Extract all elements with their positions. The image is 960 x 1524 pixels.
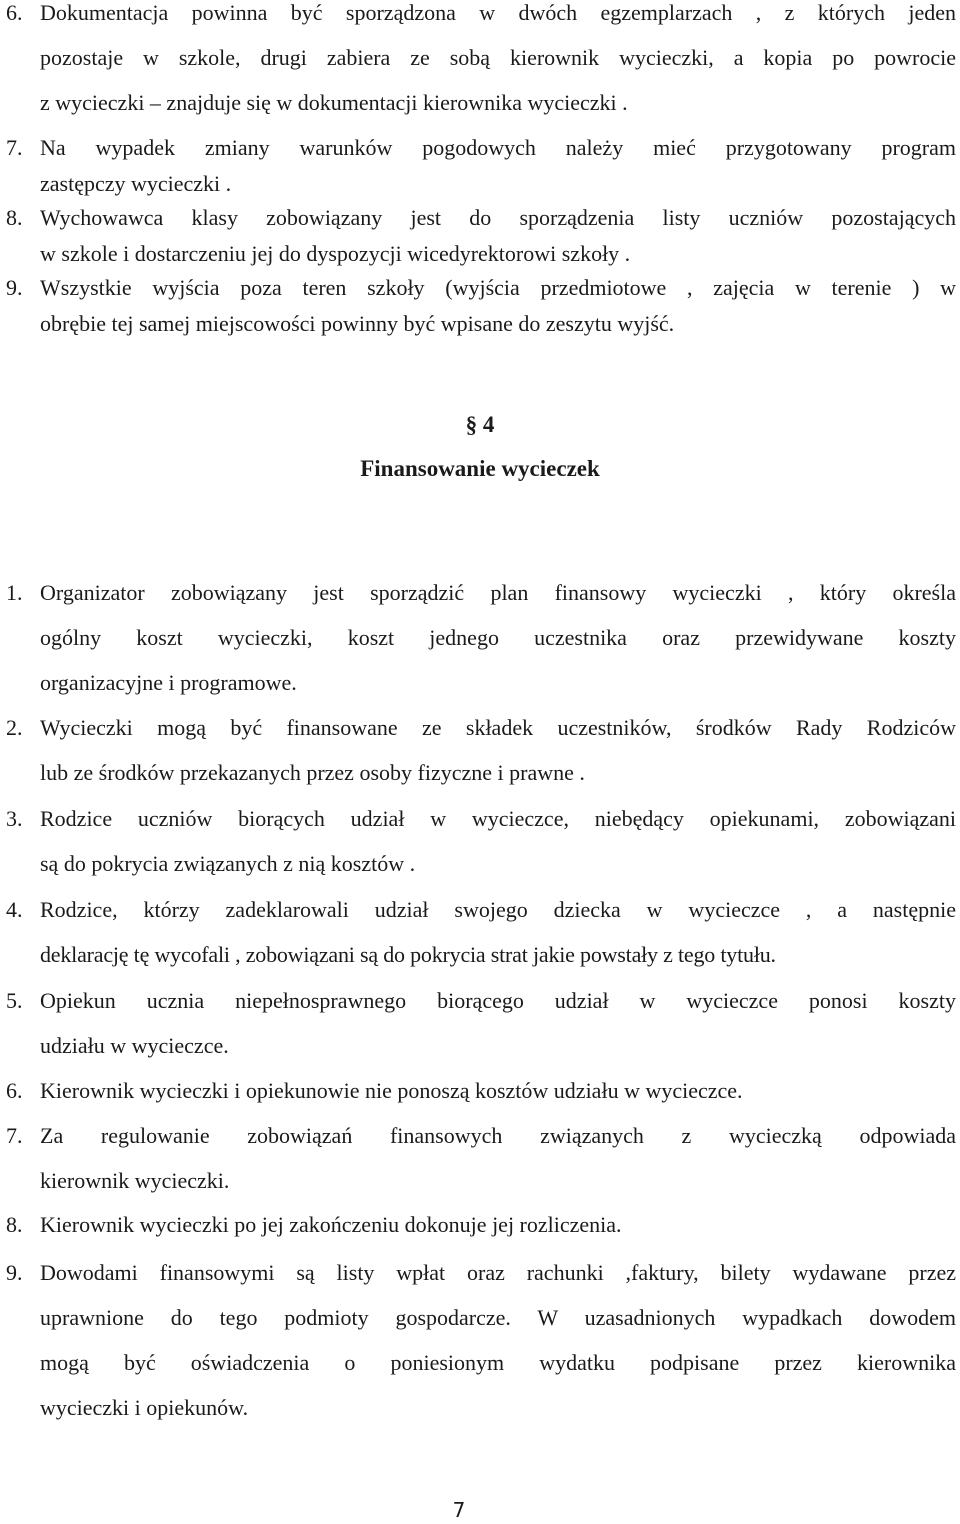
page-number: 7 [452, 1498, 466, 1522]
item-number: 1. [6, 580, 23, 605]
item-text-line: organizacyjne i programowe. [40, 670, 297, 695]
item-number: 6. [6, 1078, 23, 1103]
item-text-line: Dowodami finansowymi są listy wpłat oraz rachunki ,faktury, bilety wydawane przez [40, 1260, 956, 1285]
item-text-line: w szkole i dostarczeniu jej do dyspozycji wicedyrektorowi szkoły . [40, 241, 631, 266]
item-number: 3. [6, 806, 23, 831]
item-text-line: Wycieczki mogą być finansowane ze składek uczestników, środków Rady Rodziców [40, 715, 956, 740]
item-text-line: zastępczy wycieczki . [40, 171, 232, 196]
item-number: 9. [6, 1260, 23, 1285]
item-text-line: Wychowawca klasy zobowiązany jest do sporządzenia listy uczniów pozostających [40, 205, 956, 230]
item-text-line: deklarację tę wycofali , zobowiązani są do pokrycia strat jakie powstały z tego tytułu. [40, 942, 776, 967]
item-text-line: obrębie tej samej miejscowości powinny być wpisane do zeszytu wyjść. [40, 311, 675, 336]
item-text-line: pozostaje w szkole, drugi zabiera ze sobą kierownik wycieczki, a kopia po powrocie [40, 45, 956, 70]
item-text-line: Opiekun ucznia niepełnosprawnego biorącego udział w wycieczce ponosi koszty [40, 988, 956, 1013]
item-text-line: Na wypadek zmiany warunków pogodowych należy mieć przygotowany program [40, 135, 956, 160]
item-number: 9. [6, 275, 23, 300]
item-text-line: mogą być oświadczenia o poniesionym wydatku podpisane przez kierownika [40, 1350, 956, 1375]
item-text-line: Dokumentacja powinna być sporządzona w dwóch egzemplarzach , z których jeden [40, 0, 956, 25]
item-text-line: lub ze środków przekazanych przez osoby fizyczne i prawne . [40, 760, 585, 785]
item-text-line: są do pokrycia związanych z nią kosztów . [40, 851, 416, 876]
item-text-line: z wycieczki – znajduje się w dokumentacji kierownika wycieczki . [40, 90, 628, 115]
item-number: 4. [6, 897, 23, 922]
item-text-line: Za regulowanie zobowiązań finansowych związanych z wycieczką odpowiada [40, 1123, 956, 1148]
item-text-line: Wszystkie wyjścia poza teren szkoły (wyjścia przedmiotowe , zajęcia w terenie ) w [40, 275, 956, 300]
item-text-line: Kierownik wycieczki po jej zakończeniu dokonuje jej rozliczenia. [40, 1212, 622, 1237]
item-number: 2. [6, 715, 23, 740]
item-number: 8. [6, 205, 23, 230]
item-text-line: kierownik wycieczki. [40, 1168, 230, 1193]
section-title: Finansowanie wycieczek [360, 456, 600, 481]
item-text-line: Rodzice, którzy zadeklarowali udział swojego dziecka w wycieczce , a następnie [40, 897, 956, 922]
item-text-line: ogólny koszt wycieczki, koszt jednego uczestnika oraz przewidywane koszty [40, 625, 956, 650]
item-text-line: udziału w wycieczce. [40, 1033, 229, 1058]
item-number: 7. [6, 1123, 23, 1148]
section-number: § 4 [465, 412, 495, 437]
item-number: 6. [6, 0, 23, 25]
item-number: 5. [6, 988, 23, 1013]
item-text-line: wycieczki i opiekunów. [40, 1395, 249, 1420]
item-text-line: Organizator zobowiązany jest sporządzić plan finansowy wycieczki , który określa [40, 580, 956, 605]
item-number: 7. [6, 135, 23, 160]
item-text-line: Rodzice uczniów biorących udział w wycieczce, niebędący opiekunami, zobowiązani [40, 806, 956, 831]
item-number: 8. [6, 1212, 23, 1237]
item-text-line: Kierownik wycieczki i opiekunowie nie ponoszą kosztów udziału w wycieczce. [40, 1078, 743, 1103]
item-text-line: uprawnione do tego podmioty gospodarcze. W uzasadnionych wypadkach dowodem [40, 1305, 956, 1330]
